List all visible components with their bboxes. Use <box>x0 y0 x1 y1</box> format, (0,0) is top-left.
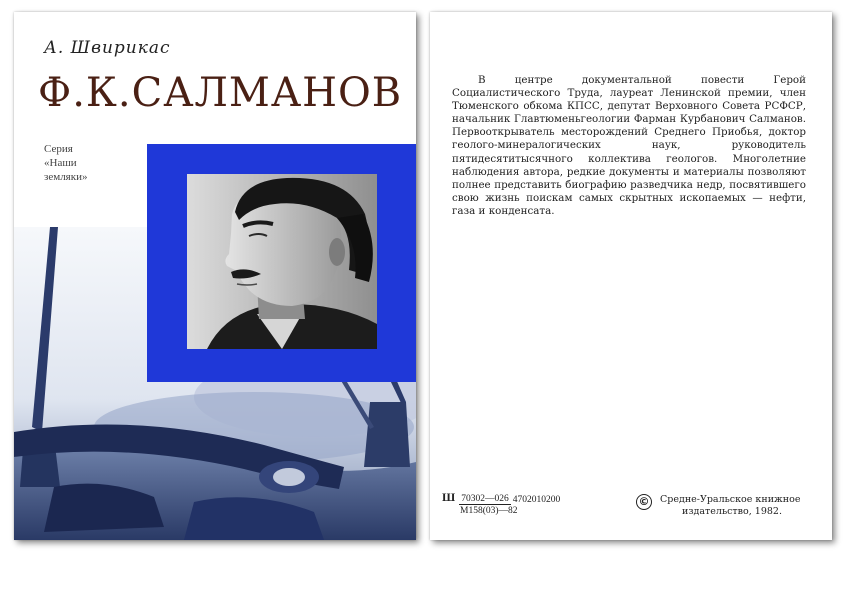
catalog-letter: Ш <box>442 490 456 504</box>
series-name-line1: «Наши <box>44 157 77 169</box>
blue-frame <box>147 144 416 382</box>
book-title: Ф.К.САЛМАНОВ <box>38 70 403 116</box>
publisher-block <box>636 494 800 518</box>
back-cover <box>430 12 832 540</box>
series-label: Серия <box>44 143 73 155</box>
catalog-denominator: М158(03)—82 <box>460 506 518 516</box>
front-cover <box>14 12 416 540</box>
annotation-text: В центре документальной повести Герой Социалистического Труда, лауреат Ленинской премии, член Тюменского обкома КПСС, депутат Верховного Совета РСФСР, начальник Главтюменьгеологии Фарман Курбанович Салманов. Первооткрыватель месторождений Среднего Приобья, доктор геолого-минералогических наук, руководитель пятидесятитысячного коллектива геологов. Многолетние наблюдения автора, редкие документы и материалы позволяют полнее представить биографию разведчика недр, посвятившего свою жизнь поискам самых скрытных ископаемых — нефти, газа и конденсата. <box>452 74 806 217</box>
portrait-photo <box>187 174 377 349</box>
copyright-icon: © <box>636 494 652 510</box>
publisher-line1: Средне-Уральское книжное <box>660 494 801 505</box>
author-name: А. Швирикас <box>44 38 171 58</box>
catalog-numerator: 70302—026 <box>461 494 509 504</box>
publisher-line2: издательство, 1982. <box>682 506 782 517</box>
catalog-index <box>442 490 560 516</box>
series-label-block <box>44 142 87 184</box>
catalog-code: 4702010200 <box>512 495 561 505</box>
series-name-line2: земляки» <box>44 171 88 183</box>
